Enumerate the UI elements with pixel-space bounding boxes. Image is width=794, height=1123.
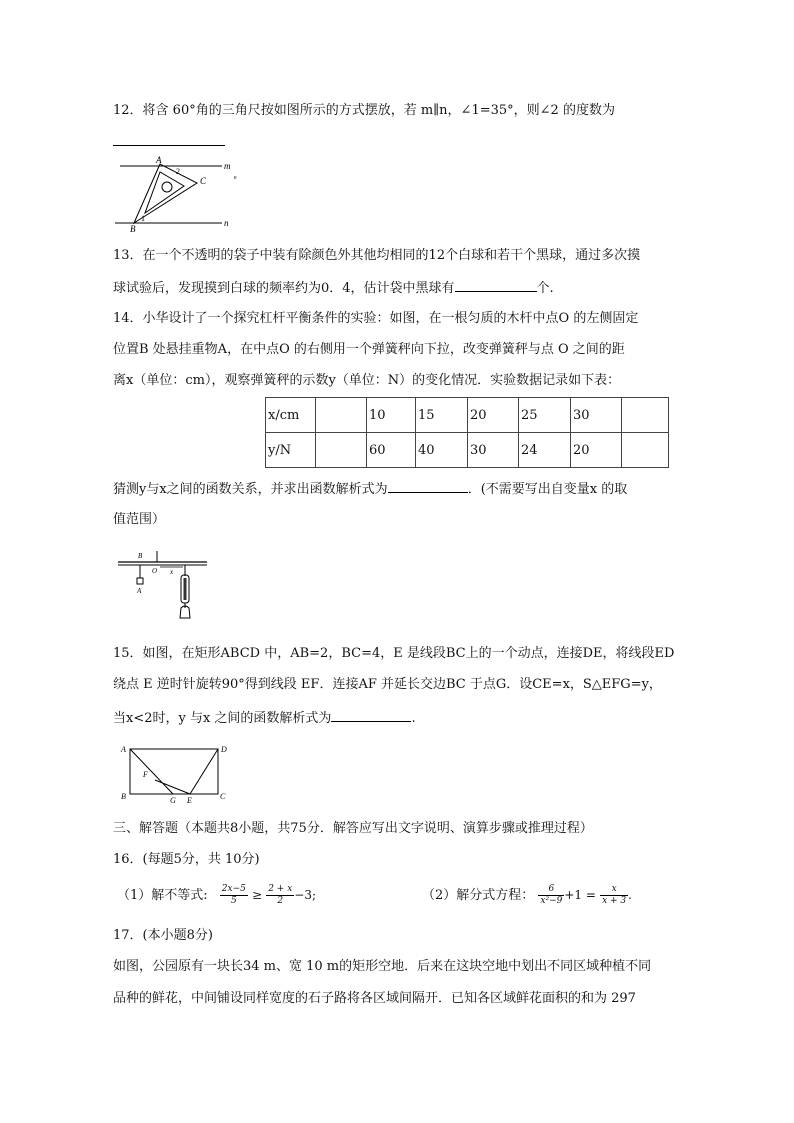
q17-title: 17．(本小题8分) xyxy=(113,928,213,943)
q13-answer-blank xyxy=(455,277,537,292)
table-cell xyxy=(622,398,669,433)
label-x: x xyxy=(170,568,174,576)
label-B: B xyxy=(138,552,143,560)
table-row xyxy=(266,398,669,433)
table-cell: 10 xyxy=(367,398,416,433)
label-e: e xyxy=(234,175,237,181)
fraction-numerator: x xyxy=(600,884,628,896)
table-cell: x/cm xyxy=(266,398,316,433)
equation-tail: . xyxy=(628,888,632,902)
table-cell: y/N xyxy=(266,433,316,468)
q13-line1: 13．在一个不透明的袋子中装有除颜色外其他均相同的12个白球和若干个黑球，通过多次摸 xyxy=(113,248,641,263)
q17-line2: 品种的鲜花，中间铺设同样宽度的石子路将各区域间隔开．已知各区域鲜花面积的和为 297 xyxy=(113,991,636,1006)
fraction-numerator: 2x−5 xyxy=(221,884,246,894)
table-cell xyxy=(316,433,367,468)
label-B: B xyxy=(130,224,136,233)
label-1: 1 xyxy=(141,214,145,223)
q13-line2 xyxy=(113,277,554,299)
q16-part1 xyxy=(117,880,316,911)
fraction-numerator: 6 xyxy=(538,884,564,896)
q15-rectangle-figure xyxy=(115,742,233,804)
fraction xyxy=(266,884,294,907)
label-A: A xyxy=(137,587,142,595)
q14-line2: 位置B 处悬挂重物A，在中点O 的右侧用一个弹簧秤向下拉，改变弹簧秤与点 O 之间的距 xyxy=(113,342,625,357)
inequality-tail: −3; xyxy=(294,888,317,902)
q12-triangle-figure xyxy=(110,155,250,233)
q12-answer-blank xyxy=(113,131,225,146)
q16-part2-label: （2）解分式方程： xyxy=(422,888,535,903)
q14-line4-text: 猜测y与x之间的函数关系，并求出函数解析式为 xyxy=(113,482,388,497)
table-cell: 30 xyxy=(468,433,519,468)
q14-line4-tail: ．(不需要写出自变量x 的取 xyxy=(467,482,628,497)
table-cell xyxy=(316,398,367,433)
fraction xyxy=(538,884,564,907)
label-C: C xyxy=(220,792,226,801)
q15-line3 xyxy=(113,707,416,729)
label-C: C xyxy=(200,176,207,186)
label-E: E xyxy=(187,796,192,804)
label-2: 2 xyxy=(176,167,180,176)
q17-line1: 如图，公园原有一块长34 m、宽 10 m的矩形空地．后来在这块空地中划出不同区域种植不同 xyxy=(113,959,652,974)
q14-line5: 值范围） xyxy=(113,512,166,527)
label-D: D xyxy=(221,745,227,754)
fraction xyxy=(600,884,628,907)
table-cell: 20 xyxy=(468,398,519,433)
table-cell: 15 xyxy=(416,398,468,433)
table-cell: 30 xyxy=(571,398,622,433)
q16-part1-label: （1）解不等式: xyxy=(117,888,208,903)
ruler-hole xyxy=(162,182,172,192)
section-3-heading: 三、解答题（本题共8小题，共75分．解答应写出文字说明、演算步骤或推理过程） xyxy=(113,821,593,836)
table-row xyxy=(266,433,669,468)
label-B: B xyxy=(121,792,126,801)
fraction-numerator: 2 + x xyxy=(268,884,293,894)
table-cell: 60 xyxy=(367,433,416,468)
q15-answer-blank xyxy=(331,707,411,722)
q14-line3: 离x（单位：cm），观察弹簧秤的示数y（单位：N）的变化情况．实验数据记录如下表： xyxy=(113,373,621,388)
fraction-denominator: x²−9 xyxy=(540,896,563,906)
ge-sign: ≥ xyxy=(252,888,263,902)
fraction-denominator: 5 xyxy=(230,896,237,906)
label-A: A xyxy=(156,155,162,165)
q14-line4 xyxy=(113,478,627,500)
q16-part2 xyxy=(422,880,632,911)
q13-line2-text: 球试验后，发现摸到白球的频率约为0．4，估计袋中黑球有 xyxy=(113,281,455,296)
q15-line3-text: 当x<2时，y 与x 之间的函数解析式为 xyxy=(113,711,332,726)
fraction-denominator: x + 3 xyxy=(602,896,627,906)
q15-line3-tail: . xyxy=(411,711,416,726)
q16-title: 16．(每题5分，共 10分) xyxy=(113,852,260,867)
q14-data-table xyxy=(265,397,669,468)
label-G: G xyxy=(170,796,176,804)
label-m: m xyxy=(224,161,231,171)
label-A: A xyxy=(121,745,126,754)
fraction-denominator: 2 xyxy=(277,896,284,906)
equation-middle: +1 = xyxy=(564,888,596,902)
table-cell xyxy=(622,433,669,468)
fraction xyxy=(220,884,248,907)
q15-line1: 15．如图，在矩形ABCD 中，AB=2，BC=4，E 是线段BC上的一个动点，连接DE，将线段ED xyxy=(113,646,675,661)
table-cell: 40 xyxy=(416,433,468,468)
q14-answer-blank xyxy=(388,478,468,493)
q15-line2: 绕点 E 逆时针旋转90°得到线段 EF．连接AF 并延长交边BC 于点G．设CE=x，S△EFG=y， xyxy=(113,677,662,692)
label-F: F xyxy=(143,770,148,779)
q12-text: 12．将含 60°角的三角尺按如图所示的方式摆放，若 m∥n，∠1=35°，则∠2 的度数为 xyxy=(113,103,615,118)
q14-line1: 14．小华设计了一个探究杠杆平衡条件的实验：如图，在一根匀质的木杆中点O 的左侧固定 xyxy=(113,311,639,326)
table-cell: 25 xyxy=(519,398,571,433)
label-O: O xyxy=(152,567,158,575)
q13-line2-tail: 个. xyxy=(536,281,554,296)
q14-lever-figure xyxy=(115,548,215,622)
label-n: n xyxy=(224,218,229,228)
table-cell: 24 xyxy=(519,433,571,468)
table-cell: 20 xyxy=(571,433,622,468)
